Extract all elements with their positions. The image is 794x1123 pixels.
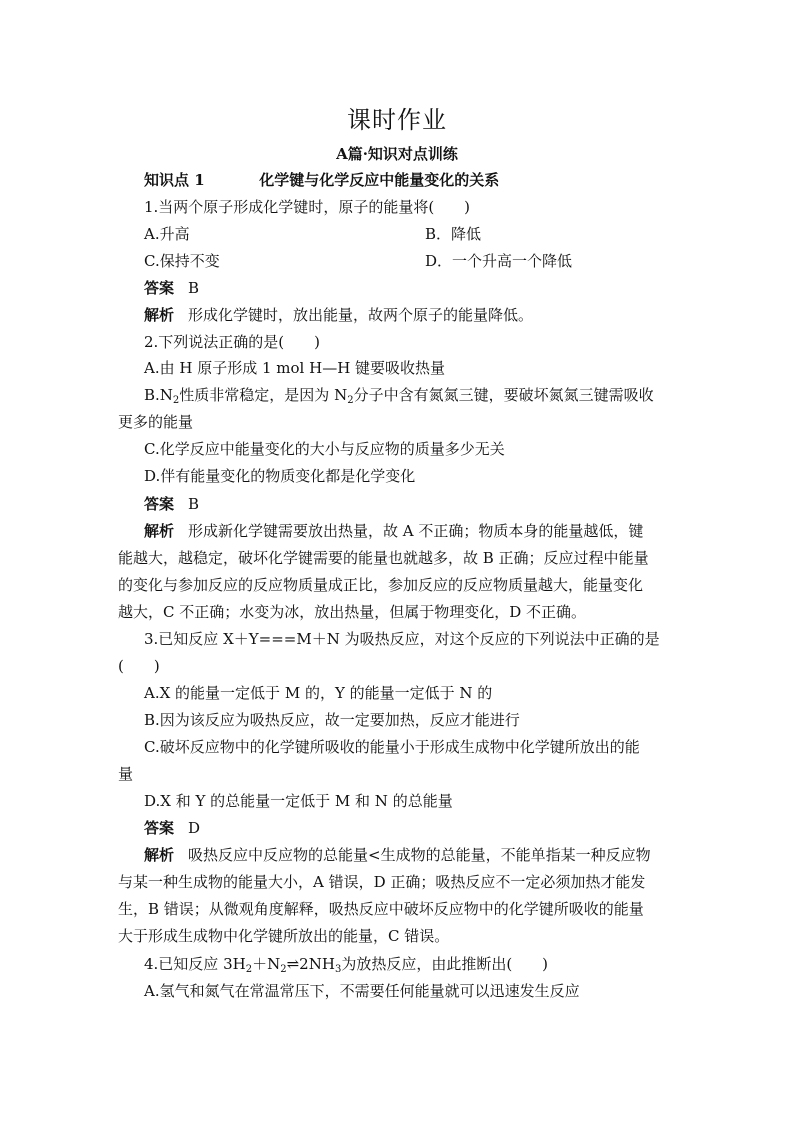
q1-options-row-2 [144, 251, 684, 271]
q3-analysis-line-4: 大于形成生成物中化学键所放出的能量，C 错误。 [118, 927, 450, 945]
q2-option-c: C.化学反应中能量变化的大小与反应物的质量多少无关 [144, 440, 505, 458]
q1-answer [144, 278, 684, 298]
subscript-2: 2 [245, 964, 253, 975]
analysis-label: 解析 [144, 306, 175, 324]
answer-label: 答案 [144, 495, 175, 513]
q1-analysis [144, 305, 684, 325]
q3-analysis-line-2: 与某一种生成物的能量大小，A 错误，D 正确；吸热反应不一定必须加热才能发 [118, 873, 646, 891]
q3-option-c-cont: 量 [118, 765, 134, 783]
analysis-text: 形成新化学键需要放出热量，故 A 不正确；物质本身的能量越低，键 [188, 522, 644, 540]
q2-option-d: D.伴有能量变化的物质变化都是化学变化 [144, 467, 416, 485]
q3-option-b: B.因为该反应为吸热反应，故一定要加热，反应才能进行 [144, 711, 520, 729]
q3-stem: 3.已知反应 X＋Y===M＋N 为吸热反应，对这个反应的下列说法中正确的是 [144, 630, 660, 648]
q2-option-b-part: B.N [144, 386, 173, 404]
q4-stem-part: 为放热反应，由此推断出( ) [341, 955, 549, 973]
q4-option-a: A.氢气和氮气在常温常压下，不需要任何能量就可以迅速发生反应 [144, 982, 580, 1000]
q2-stem: 2.下列说法正确的是( ) [144, 333, 321, 351]
answer-value: D [188, 819, 201, 837]
analysis-text: 吸热反应中反应物的总能量<生成物的总能量，不能单指某一种反应物 [188, 846, 651, 864]
analysis-label: 解析 [144, 522, 175, 540]
q1-option-d: D．一个升高一个降低 [425, 252, 573, 270]
q2-answer [144, 494, 684, 514]
q2-option-b-cont: 更多的能量 [118, 413, 194, 431]
q3-option-a: A.X 的能量一定低于 M 的，Y 的能量一定低于 N 的 [144, 684, 493, 702]
answer-label: 答案 [144, 819, 175, 837]
q2-option-a: A.由 H 原子形成 1 mol H—H 键要吸收热量 [144, 359, 446, 377]
q2-analysis-line-2: 能越大，越稳定，破坏化学键需要的能量也就越多，故 B 正确；反应过程中能量 [118, 549, 649, 567]
subscript-2: 2 [172, 395, 180, 406]
q2-option-b-part: 分子中含有氮氮三键，要破坏氮氮三键需吸收 [353, 386, 654, 404]
answer-value: B [188, 279, 200, 297]
q1-options-row-1 [144, 224, 684, 244]
analysis-label: 解析 [144, 846, 175, 864]
knowledge-point-label: 知识点 1 [144, 171, 205, 189]
q4-stem-part: 4.已知反应 3H [144, 955, 246, 973]
answer-label: 答案 [144, 279, 175, 297]
q2-option-b-part: 性质非常稳定，是因为 N [179, 386, 348, 404]
q3-analysis [144, 845, 684, 865]
q4-stem-part: ⇌2NH [286, 955, 335, 973]
subscript-3: 3 [334, 964, 342, 975]
knowledge-point-topic: 化学键与化学反应中能量变化的关系 [259, 171, 500, 189]
section-subtitle: A篇·知识对点训练 [336, 145, 458, 163]
q1-stem: 1.当两个原子形成化学键时，原子的能量将( ) [144, 198, 471, 216]
q1-option-b: B．降低 [425, 225, 482, 243]
q2-option-b [144, 385, 684, 411]
subscript-2: 2 [347, 395, 354, 406]
q4-stem-part: ＋N [252, 955, 281, 973]
q3-stem-cont: ( ) [118, 657, 160, 675]
q4-stem [144, 954, 684, 980]
q3-option-d: D.X 和 Y 的总能量一定低于 M 和 N 的总能量 [144, 792, 453, 810]
q2-analysis-line-4: 越大，C 不正确；水变为冰，放出热量，但属于物理变化，D 不正确。 [118, 603, 587, 621]
q2-analysis-line-3: 的变化与参加反应的反应物质量成正比，参加反应的反应物质量越大，能量变化 [118, 576, 644, 594]
knowledge-point-heading [144, 170, 684, 190]
subscript-2: 2 [280, 964, 287, 975]
answer-value: B [188, 495, 200, 513]
q3-answer [144, 818, 684, 838]
q3-option-c: C.破坏反应物中的化学键所吸收的能量小于形成生成物中化学键所放出的能 [144, 738, 640, 756]
q2-analysis [144, 521, 684, 541]
q1-option-a: A.升高 [144, 225, 190, 243]
analysis-text: 形成化学键时，放出能量，故两个原子的能量降低。 [188, 306, 534, 324]
page-title: 课时作业 [347, 106, 447, 134]
q1-option-c: C.保持不变 [144, 252, 220, 270]
q3-analysis-line-3: 生，B 错误；从微观角度解释，吸热反应中破坏反应物中的化学键所吸收的能量 [118, 900, 644, 918]
